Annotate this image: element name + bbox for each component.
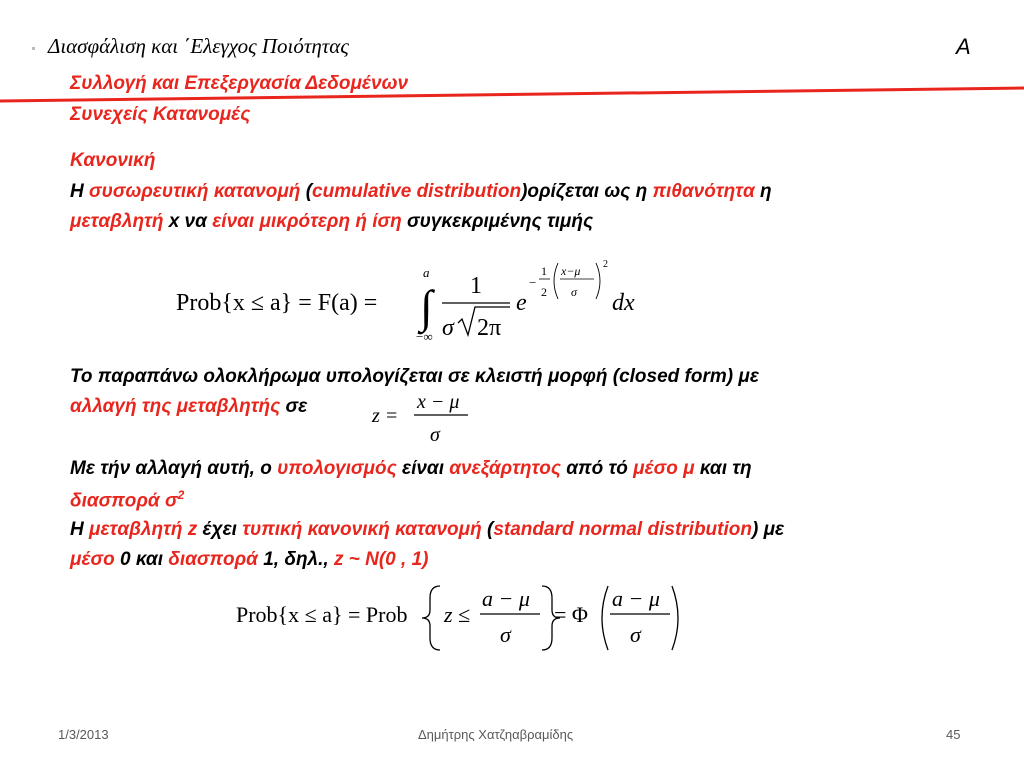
eq3-lhs: Prob{x ≤ a} = Prob [236, 602, 408, 627]
eq3-denominator: σ [500, 622, 511, 647]
p3b-sup: 2 [177, 488, 185, 502]
header-badge: A [956, 34, 971, 59]
integral-sign: ∫ [420, 281, 433, 332]
left-brace [422, 586, 440, 650]
footer-author: Δημήτρης Χατζηαβραμίδης [418, 727, 574, 742]
paragraph-2-line-2 [70, 396, 307, 418]
eq1-exp-half-den: 2 [541, 285, 547, 299]
p1b-seg: μεταβλητή [70, 211, 164, 232]
paragraph-4-line-1 [70, 519, 784, 541]
exp-right-paren [596, 263, 600, 299]
section-title: Κανονική [70, 150, 156, 171]
paragraph-4-line-2 [70, 549, 428, 571]
p3-seg: από τό [561, 458, 634, 479]
p4-seg: τυπική κανονική κατανομή [242, 519, 482, 540]
p3-seg: μέσο μ [633, 458, 695, 479]
eq3-denominator-2: σ [630, 622, 641, 647]
phi-right-paren [672, 586, 678, 650]
eq1-den-sigma: σ [442, 315, 454, 341]
p3-seg: Με τήν αλλαγή αυτή, ο [70, 458, 278, 479]
paragraph-1-line-1 [70, 181, 772, 203]
p4-seg: standard normal distribution [493, 519, 752, 540]
subtitle-1: Συλλογή και Επεξεργασία Δεδομένων [70, 73, 409, 94]
eq1-exp-power: 2 [603, 259, 608, 270]
eq3-inner: z ≤ [444, 602, 471, 627]
paragraph-3-line-1 [70, 458, 752, 480]
paragraph-1-line-2 [70, 211, 593, 233]
p4-seg: ( [481, 519, 494, 540]
p1-seg: η [754, 181, 772, 202]
eq3-numerator: a − μ [482, 586, 530, 611]
p1-seg: cumulative distribution [312, 181, 522, 202]
p1b-seg: συγκεκριμένης τιμής [401, 211, 594, 232]
eq1-exp-frac-den: σ [571, 285, 577, 299]
paragraph-3-line-2 [70, 488, 184, 512]
eq2-lhs: z = [372, 405, 399, 427]
exp-left-paren [554, 263, 558, 299]
p3b-text: διασπορά σ [70, 490, 178, 512]
equation-standardized-prob [232, 580, 692, 656]
p3-seg: ανεξάρτητος [449, 458, 561, 479]
p4-seg: Η [70, 519, 89, 540]
eq1-upper-limit: a [423, 265, 430, 280]
eq1-e: e [516, 290, 527, 316]
p2b-black: σε [280, 396, 308, 417]
p4b-seg: z ~ N(0 , 1) [333, 549, 429, 570]
p4b-seg: διασπορά [168, 549, 258, 570]
eq2-numerator: x − μ [417, 391, 460, 413]
p1b-seg: είναι μικρότερη ή ίση [212, 211, 402, 232]
p1-seg: )ορίζεται ως η [521, 181, 653, 202]
footer-page-number: 45 [946, 727, 961, 742]
p4-seg: ) με [751, 519, 785, 540]
p3-seg: και τη [694, 458, 752, 479]
phi-left-paren [602, 586, 608, 650]
p4-seg: μεταβλητή z [89, 519, 198, 540]
p1-seg: ( [300, 181, 313, 202]
footer-date: 1/3/2013 [58, 727, 109, 742]
eq1-exp-half-num: 1 [541, 264, 547, 278]
eq1-lhs: Prob{x ≤ a} = F(a) = [176, 290, 378, 316]
eq3-phi: = Φ [554, 602, 588, 627]
subtitle-2: Συνεχείς Κατανομές [70, 104, 251, 125]
paragraph-2-line-1: Το παραπάνω ολοκλήρωμα υπολογίζεται σε κλειστή μορφή (closed form) με [70, 366, 759, 387]
p1b-seg: x να [163, 211, 213, 232]
equation-z-transform [368, 390, 488, 450]
p1-seg: πιθανότητα [652, 181, 755, 202]
eq1-lower-limit: −∞ [416, 329, 433, 344]
p4b-seg: μέσο [70, 549, 115, 570]
p4b-seg: 1, δηλ., [257, 549, 334, 570]
p2b-red: αλλαγή της μεταβλητής [70, 396, 281, 417]
p4b-seg: 0 και [114, 549, 169, 570]
eq2-denominator: σ [430, 424, 440, 446]
p1-seg: συσωρευτική κατανομή [89, 181, 301, 202]
p3-seg: είναι [396, 458, 450, 479]
eq1-exp-frac-num: x−μ [561, 264, 581, 278]
p4-seg: έχει [197, 519, 243, 540]
equation-cdf-integral [170, 255, 650, 345]
eq3-numerator-2: a − μ [612, 586, 660, 611]
header-title: Διασφάλιση και ΄Ελεγχος Ποιότητας [48, 34, 349, 58]
eq1-den-sqrt: 2π [477, 315, 502, 341]
p3-seg: υπολογισμός [277, 458, 397, 479]
eq1-dx: dx [612, 290, 635, 316]
p1-seg: Η [70, 181, 89, 202]
eq1-numerator: 1 [470, 273, 482, 299]
eq1-exp-sign: − [529, 275, 537, 290]
